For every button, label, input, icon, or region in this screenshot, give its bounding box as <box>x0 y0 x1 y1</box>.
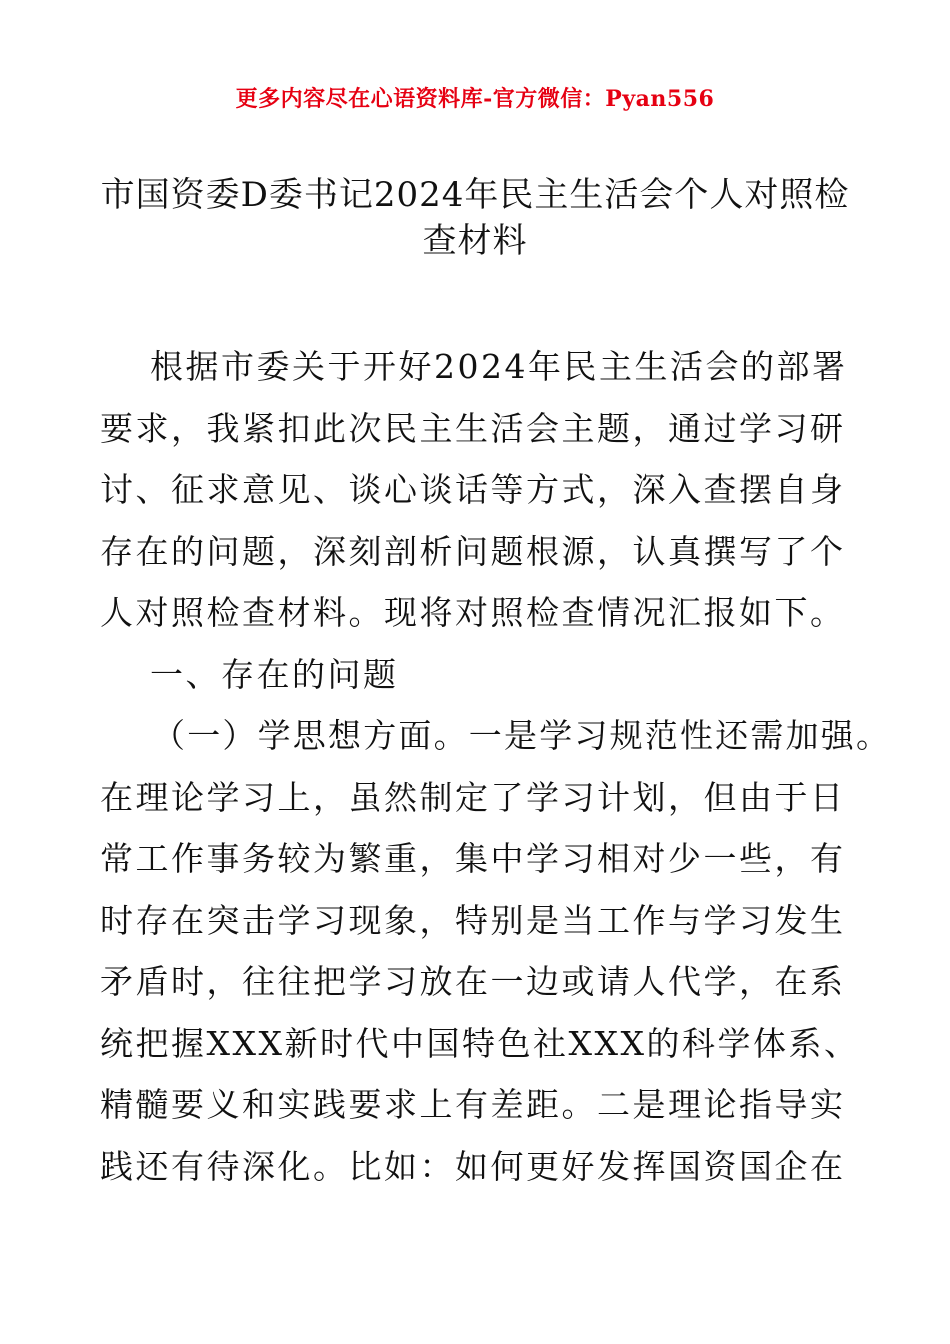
body-line: 统把握XXX新时代中国特色社XXX的科学体系、 <box>100 1023 860 1063</box>
body-line: 践还有待深化。比如：如何更好发挥国资国企在 <box>100 1146 846 1186</box>
subsection-heading-line: （一）学思想方面。一是学习规范性还需加强。 <box>152 716 892 755</box>
body-line: 要求，我紧扣此次民主生活会主题，通过学习研 <box>100 408 846 448</box>
header-banner: 更多内容尽在心语资料库-官方微信：Pyan556 <box>235 86 715 112</box>
title-line: 查材料 <box>422 221 528 261</box>
body-line: 讨、征求意见、谈心谈话等方式，深入查摆自身 <box>100 470 846 509</box>
body-line: 精髓要义和实践要求上有差距。二是理论指导实 <box>100 1085 846 1124</box>
document-title <box>95 172 855 264</box>
body-line: 人对照检查材料。现将对照检查情况汇报如下。 <box>100 593 846 632</box>
body-line: 矛盾时，往往把学习放在一边或请人代学，在系 <box>100 962 846 1001</box>
document-body <box>100 336 892 1197</box>
body-line: 时存在突击学习现象，特别是当工作与学习发生 <box>100 900 846 940</box>
body-line: 根据市委关于开好2024年民主生活会的部署 <box>150 347 848 386</box>
section-heading: 一、存在的问题 <box>150 654 399 694</box>
body-line: 存在的问题，深刻剖析问题根源，认真撰写了个 <box>100 531 846 571</box>
body-line: 在理论学习上，虽然制定了学习计划，但由于日 <box>100 777 846 817</box>
body-line: 常工作事务较为繁重，集中学习相对少一些，有 <box>100 839 846 878</box>
title-line: 市国资委D委书记2024年民主生活会个人对照检 <box>100 175 850 215</box>
